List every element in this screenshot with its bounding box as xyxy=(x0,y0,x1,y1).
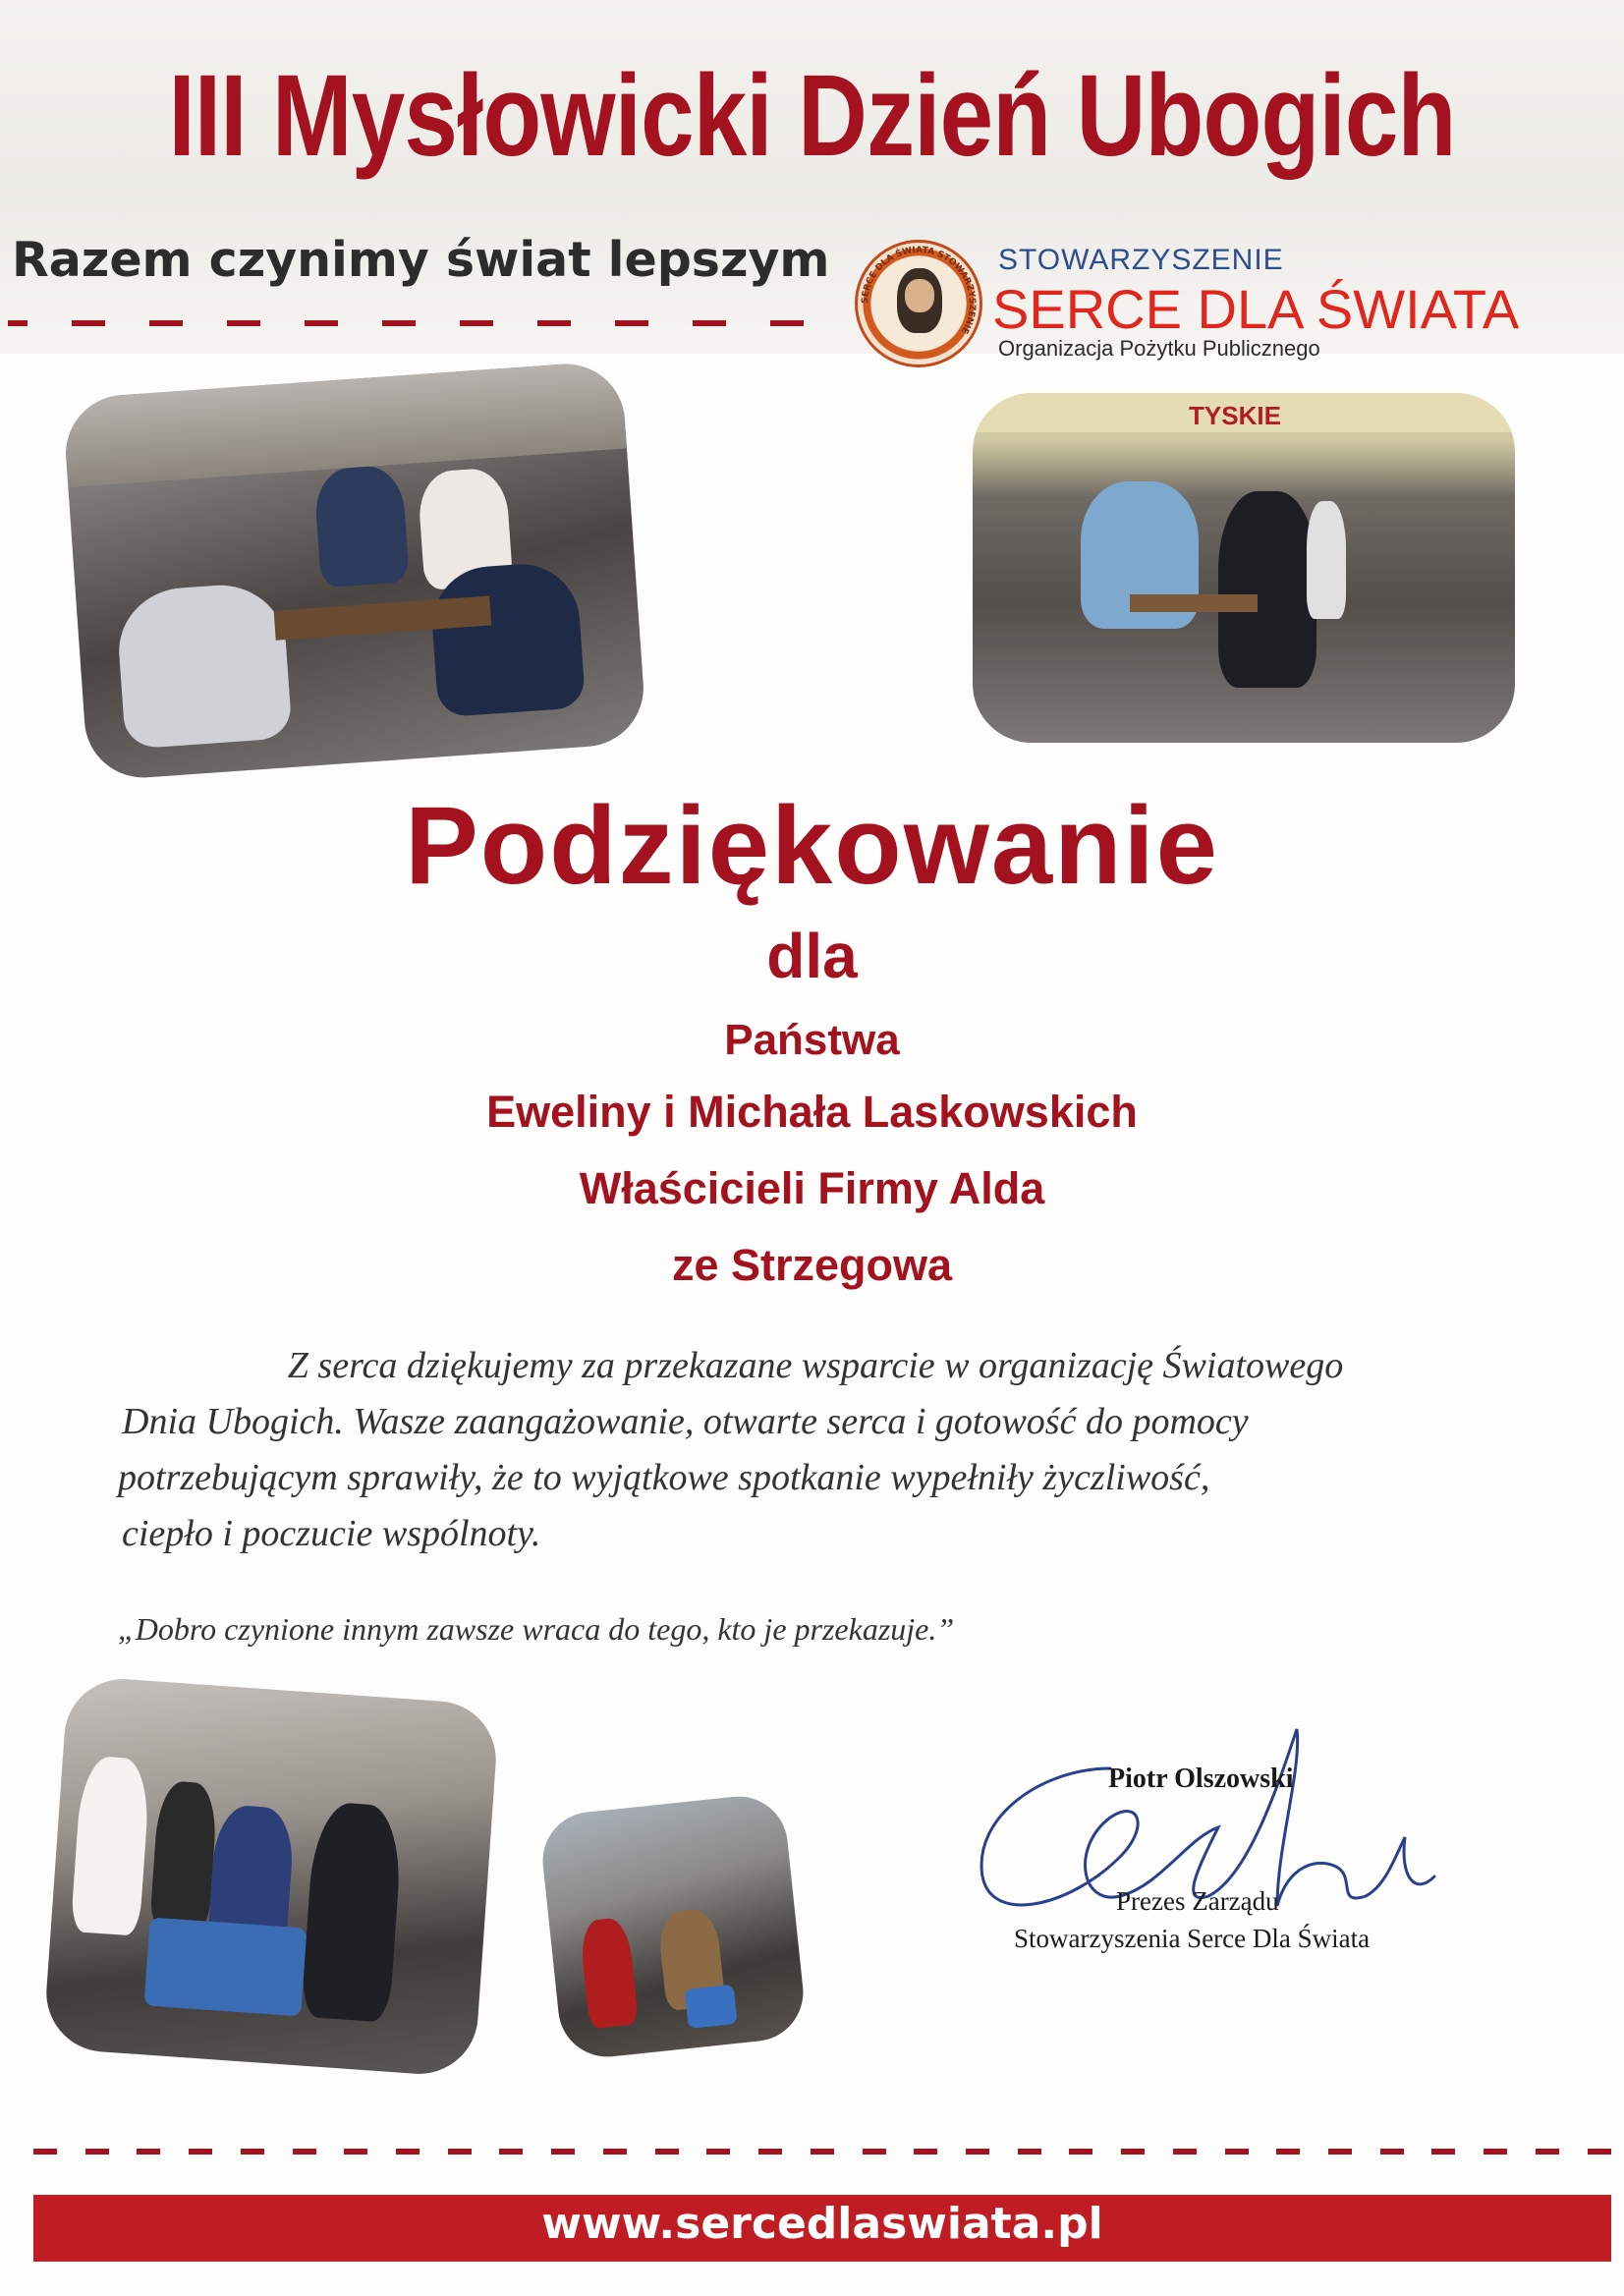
saint-face-icon xyxy=(905,279,934,312)
photo-bottom-middle xyxy=(538,1792,809,2062)
recipient-location: ze Strzegowa xyxy=(671,1240,953,1290)
thanks-for: dla xyxy=(766,921,858,991)
signatory-role: Prezes Zarządu xyxy=(1116,1886,1279,1916)
org-label: STOWARZYSZENIE xyxy=(998,244,1284,276)
footer-dashes xyxy=(33,2149,1611,2155)
photo-sign-text: TYSKIE xyxy=(1189,401,1281,430)
body-line-4: ciepło i poczucie wspólnoty. xyxy=(122,1513,541,1554)
body-line-1: Z serca dziękujemy za przekazane wsparcie w organizację Światowego xyxy=(287,1345,1344,1386)
recipient-company: Właścicieli Firmy Alda xyxy=(579,1163,1045,1213)
quote: „Dobro czynione innym zawsze wraca do tego, kto je przekazuje.” xyxy=(118,1611,955,1647)
main-title: III Mysłowicki Dzień Ubogich xyxy=(168,51,1456,181)
svg-text:SERCE DLA ŚWIATA STOWARZYSZENI: SERCE DLA ŚWIATA STOWARZYSZENIE xyxy=(860,245,978,336)
recipient-salutation: Państwa xyxy=(724,1016,900,1064)
thanks-title: Podziękowanie xyxy=(405,784,1219,907)
photo-bottom-left xyxy=(42,1675,499,2078)
body-line-2: Dnia Ubogich. Wasze zaangażowanie, otwarte serca i gotowość do pomocy xyxy=(122,1401,1249,1442)
recipient-names: Eweliny i Michała Laskowskich xyxy=(486,1087,1138,1137)
subtitle: Razem czynimy świat lepszym xyxy=(12,232,830,288)
org-status: Organizacja Pożytku Publicznego xyxy=(998,336,1320,361)
signatory-name: Piotr Olszowski xyxy=(1108,1764,1294,1794)
svg-text:Piotr Olszowski: Piotr Olszowski xyxy=(963,1709,970,1710)
website-link[interactable]: www.sercedlaswiata.pl xyxy=(541,2199,1103,2249)
body-line-3: potrzebującym sprawiły, że to wyjątkowe spotkanie wypełniły życzliwość, xyxy=(118,1457,1210,1498)
header-dashes xyxy=(8,320,804,326)
signatory-organization: Stowarzyszenia Serce Dla Świata xyxy=(1014,1924,1371,1953)
photo-top-right xyxy=(973,393,1515,743)
photo-top-left xyxy=(62,361,647,782)
body-paragraph xyxy=(118,1338,1513,1562)
org-name: SERCE DLA ŚWIATA xyxy=(992,278,1520,340)
